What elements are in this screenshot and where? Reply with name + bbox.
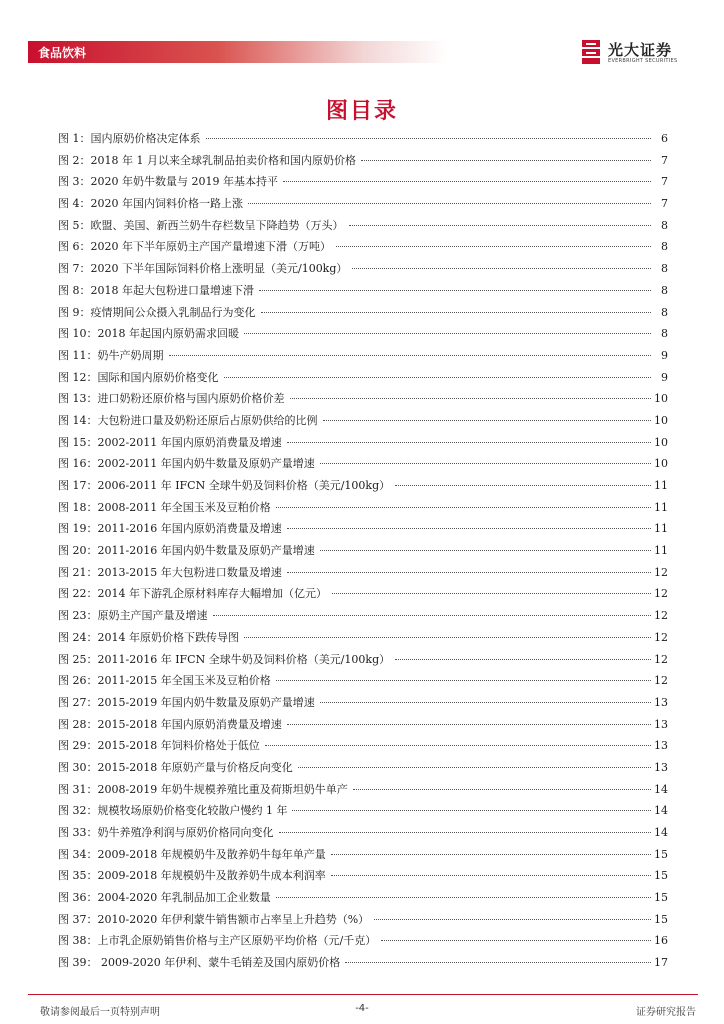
toc-leader-dots: [331, 854, 651, 855]
toc-entry-page: 11: [654, 500, 668, 514]
toc-entry-label: 图 20：2011-2016 年国内奶牛数量及原奶产量增速: [58, 544, 315, 558]
toc-entry-label: 图 9：疫情期间公众摄入乳制品行为变化: [58, 305, 256, 319]
toc-entry-label: 图 12：国际和国内原奶价格变化: [58, 370, 219, 384]
toc-entry[interactable]: [58, 501, 668, 523]
toc-entry-page: 7: [661, 197, 668, 211]
toc-entry-page: 15: [654, 912, 668, 926]
toc-entry-label: 图 31：2008-2019 年奶牛规模养殖比重及荷斯坦奶牛单产: [58, 782, 348, 796]
toc-entry-label: 图 29：2015-2018 年饲料价格处于低位: [58, 739, 260, 753]
everbright-logo-icon: [580, 38, 602, 66]
logo-name: 光大证券: [608, 41, 673, 59]
toc-entry-label: 图 19：2011-2016 年国内原奶消费量及增速: [58, 522, 282, 536]
toc-entry[interactable]: [58, 197, 668, 219]
toc-entry[interactable]: [58, 718, 668, 740]
toc-entry[interactable]: [58, 653, 668, 675]
toc-entry-label: 图 13：进口奶粉还原价格与国内原奶价格价差: [58, 392, 285, 406]
toc-leader-dots: [276, 680, 651, 681]
toc-entry-label: 图 35：2009-2018 年规模奶牛及散养奶牛成本利润率: [58, 869, 326, 883]
toc-entry[interactable]: [58, 761, 668, 783]
toc-entry[interactable]: [58, 587, 668, 609]
toc-entry[interactable]: [58, 609, 668, 631]
toc-entry-page: 7: [661, 175, 668, 189]
toc-entry-label: 图 30：2015-2018 年原奶产量与价格反向变化: [58, 760, 293, 774]
toc-leader-dots: [298, 767, 651, 768]
toc-entry-label: 图 28：2015-2018 年国内原奶消费量及增速: [58, 717, 282, 731]
toc-entry-page: 12: [654, 609, 668, 623]
toc-leader-dots: [323, 420, 652, 421]
toc-entry-page: 10: [654, 457, 668, 471]
toc-entry[interactable]: [58, 262, 668, 284]
toc-entry[interactable]: [58, 284, 668, 306]
page-number: -4-: [355, 1003, 369, 1014]
toc-leader-dots: [381, 940, 651, 941]
toc-entry[interactable]: [58, 956, 668, 978]
toc-entry[interactable]: [58, 848, 668, 870]
toc-entry[interactable]: [58, 934, 668, 956]
toc-entry-label: 图 5：欧盟、美国、新西兰奶牛存栏数呈下降趋势（万头）: [58, 218, 344, 232]
toc-entry[interactable]: [58, 327, 668, 349]
toc-entry-page: 8: [661, 327, 668, 341]
toc-leader-dots: [320, 702, 651, 703]
toc-entry[interactable]: [58, 392, 668, 414]
toc-leader-dots: [292, 810, 651, 811]
toc-entry-page: 13: [654, 739, 668, 753]
toc-entry-label: 图 1：国内原奶价格决定体系: [58, 132, 201, 145]
toc-entry-label: 图 16：2002-2011 年国内奶牛数量及原奶产量增速: [58, 457, 315, 471]
toc-entry-label: 图 38：上市乳企原奶销售价格与主产区原奶平均价格（元/千克）: [58, 934, 377, 948]
toc-leader-dots: [353, 789, 651, 790]
toc-entry[interactable]: [58, 696, 668, 718]
toc-entry-label: 图 25：2011-2016 年 IFCN 全球牛奶及饲料价格（美元/100kg）: [58, 652, 391, 666]
toc-entry-page: 7: [661, 153, 668, 167]
toc-entry-label: 图 24：2014 年原奶价格下跌传导图: [58, 630, 239, 644]
toc-leader-dots: [206, 138, 652, 139]
toc-entry-label: 图 11：奶牛产奶周期: [58, 348, 164, 362]
toc-entry-label: 图 7：2020 下半年国际饲料价格上涨明显（美元/100kg）: [58, 262, 348, 276]
toc-entry-label: 图 17：2006-2011 年 IFCN 全球牛奶及饲料价格（美元/100kg）: [58, 479, 391, 492]
toc-entry[interactable]: [58, 219, 668, 241]
toc-entry-page: 13: [654, 760, 668, 774]
toc-entry-label: 图 8：2018 年起大包粉进口量增速下滑: [58, 283, 254, 297]
toc-entry-page: 10: [654, 413, 668, 427]
toc-leader-dots: [279, 832, 652, 833]
toc-leader-dots: [320, 550, 651, 551]
brand-logo: [580, 36, 700, 70]
section-label: 食品饮料: [38, 46, 87, 60]
toc-entry-page: 15: [654, 869, 668, 883]
page-title: 图目录: [325, 99, 398, 124]
toc-entry-page: 14: [654, 782, 668, 796]
toc-leader-dots: [331, 875, 651, 876]
toc-entry-page: 10: [654, 435, 668, 449]
toc-entry-label: 图 3：2020 年奶牛数量与 2019 年基本持平: [58, 175, 278, 189]
toc-entry-label: 图 10：2018 年起国内原奶需求回暖: [58, 327, 239, 341]
toc-entry-label: 图 2：2018 年 1 月以来全球乳制品拍卖价格和国内原奶价格: [58, 153, 356, 167]
toc-entry[interactable]: [58, 371, 668, 393]
toc-entry-label: 图 6：2020 年下半年原奶主产国产量增速下滑（万吨）: [58, 240, 331, 254]
toc-leader-dots: [290, 398, 652, 399]
toc-entry-page: 9: [661, 348, 668, 362]
toc-entry-page: 13: [654, 695, 668, 709]
toc-leader-dots: [265, 745, 651, 746]
toc-leader-dots: [248, 203, 651, 204]
toc-leader-dots: [320, 463, 651, 464]
toc-entry-label: 图 26：2011-2015 年全国玉米及豆粕价格: [58, 674, 271, 688]
toc-leader-dots: [213, 615, 652, 616]
toc-leader-dots: [244, 637, 651, 638]
toc-entry[interactable]: [58, 522, 668, 544]
toc-entry[interactable]: [58, 414, 668, 436]
toc-entry-page: 12: [654, 674, 668, 688]
toc-entry-label: 图 37：2010-2020 年伊利蒙牛销售额市占率呈上升趋势（%）: [58, 912, 370, 926]
toc-leader-dots: [283, 181, 651, 182]
toc-entry-label: 图 36：2004-2020 年乳制品加工企业数量: [58, 891, 271, 905]
toc-entry[interactable]: [58, 349, 668, 371]
toc-entry-page: 17: [654, 956, 668, 970]
toc-entry-label: 图 34：2009-2018 年规模奶牛及散养奶牛每年单产量: [58, 847, 326, 861]
toc-leader-dots: [395, 485, 651, 486]
toc-leader-dots: [287, 572, 651, 573]
toc-leader-dots: [287, 442, 651, 443]
toc-entry-page: 11: [654, 544, 668, 558]
toc-entry-label: 图 22：2014 年下游乳企原材料库存大幅增加（亿元）: [58, 587, 327, 601]
toc-leader-dots: [332, 593, 651, 594]
toc-entry-label: 图 18：2008-2011 年全国玉米及豆粕价格: [58, 500, 271, 514]
toc-entry[interactable]: [58, 913, 668, 935]
toc-entry-page: 6: [661, 132, 668, 145]
toc-entry-label: 图 33：奶牛养殖净利润与原奶价格同向变化: [58, 826, 274, 839]
toc-entry[interactable]: [58, 306, 668, 328]
toc-entry[interactable]: [58, 457, 668, 479]
footer-divider: [28, 994, 698, 995]
toc-leader-dots: [244, 333, 651, 334]
toc-entry-page: 14: [654, 826, 668, 839]
toc-entry-page: 9: [661, 370, 668, 384]
toc-entry[interactable]: [58, 783, 668, 805]
toc-entry-page: 16: [654, 934, 668, 948]
toc-entry[interactable]: [58, 869, 668, 891]
toc-entry-page: 15: [654, 891, 668, 905]
toc-entry-page: 8: [661, 218, 668, 232]
toc-entry-page: 8: [661, 305, 668, 319]
toc-entry[interactable]: [58, 566, 668, 588]
toc-entry-page: 11: [654, 479, 668, 492]
toc-leader-dots: [169, 355, 652, 356]
toc-entry-label: 图 39： 2009-2020 年伊利、蒙牛毛销差及国内原奶价格: [58, 956, 341, 970]
toc-leader-dots: [336, 246, 651, 247]
toc-leader-dots: [276, 897, 651, 898]
toc-leader-dots: [352, 268, 651, 269]
toc-leader-dots: [395, 659, 651, 660]
toc-entry[interactable]: [58, 631, 668, 653]
toc-entry[interactable]: [58, 544, 668, 566]
toc-leader-dots: [345, 962, 651, 963]
toc-leader-dots: [287, 528, 651, 529]
section-header-bar: [28, 41, 448, 63]
toc-entry-label: 图 4：2020 年国内饲料价格一路上涨: [58, 197, 243, 211]
toc-entry[interactable]: [58, 479, 668, 501]
toc-entry[interactable]: [58, 436, 668, 458]
toc-leader-dots: [224, 377, 652, 378]
toc-entry[interactable]: [58, 175, 668, 197]
toc-entry-page: 8: [661, 240, 668, 254]
toc-entry-page: 10: [654, 392, 668, 406]
toc-entry-page: 14: [654, 804, 668, 818]
toc-entry-page: 11: [654, 522, 668, 536]
toc-entry[interactable]: [58, 891, 668, 913]
toc-entry-page: 12: [654, 630, 668, 644]
toc-leader-dots: [276, 507, 651, 508]
toc-entry[interactable]: [58, 240, 668, 262]
toc-entry[interactable]: [58, 132, 668, 154]
toc-entry-label: 图 21：2013-2015 年大包粉进口数量及增速: [58, 565, 282, 579]
toc-leader-dots: [349, 225, 652, 226]
toc-entry-page: 8: [661, 283, 668, 297]
footer-report-type: 证券研究报告: [636, 1007, 696, 1018]
toc-entry-page: 12: [654, 565, 668, 579]
toc-entry[interactable]: [58, 674, 668, 696]
toc-entry-label: 图 32：规模牧场原奶价格变化较散户慢约 1 年: [58, 804, 288, 818]
toc-entry-label: 图 15：2002-2011 年国内原奶消费量及增速: [58, 435, 282, 449]
toc-leader-dots: [261, 312, 652, 313]
toc-entry-label: 图 14：大包粉进口量及奶粉还原后占原奶供给的比例: [58, 413, 318, 427]
toc-entry[interactable]: [58, 826, 668, 848]
toc-entry-page: 12: [654, 587, 668, 601]
logo-subtitle: EVERBRIGHT SECURITIES: [608, 58, 678, 64]
toc-leader-dots: [287, 724, 651, 725]
figure-table-of-contents: [58, 132, 668, 978]
toc-entry[interactable]: [58, 739, 668, 761]
toc-entry-label: 图 27：2015-2019 年国内奶牛数量及原奶产量增速: [58, 695, 315, 709]
toc-entry[interactable]: [58, 804, 668, 826]
toc-entry-page: 12: [654, 652, 668, 666]
toc-leader-dots: [361, 160, 651, 161]
toc-entry-page: 15: [654, 847, 668, 861]
toc-entry-page: 8: [661, 262, 668, 276]
toc-entry-page: 13: [654, 717, 668, 731]
toc-leader-dots: [374, 919, 651, 920]
toc-entry-label: 图 23：原奶主产国产量及增速: [58, 609, 208, 623]
footer-disclaimer: 敬请参阅最后一页特别声明: [40, 1007, 160, 1018]
toc-entry[interactable]: [58, 154, 668, 176]
toc-leader-dots: [259, 290, 651, 291]
